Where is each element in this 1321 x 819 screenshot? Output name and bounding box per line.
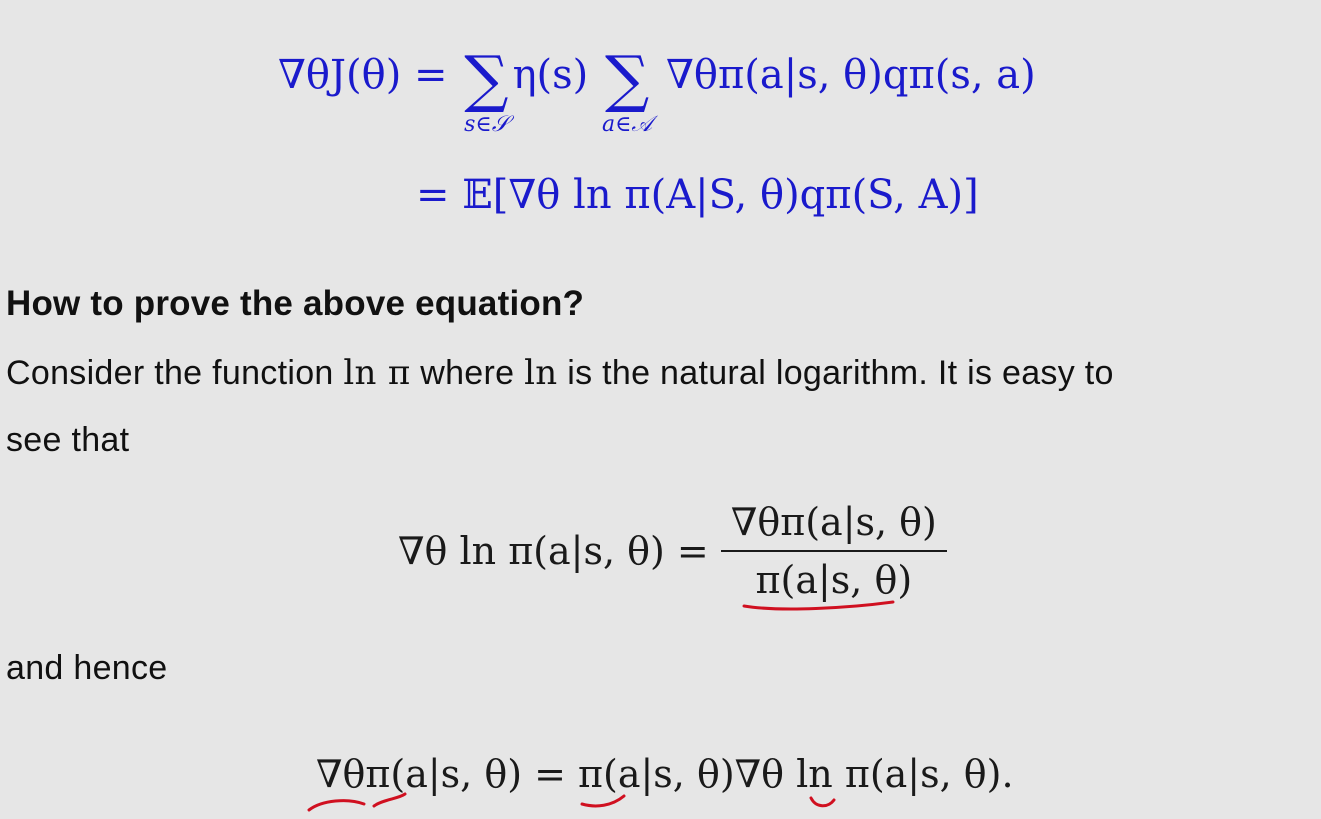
- log-derivative-equation: [398, 500, 947, 602]
- sum-symbol-actions: ∑: [604, 42, 650, 115]
- sum-symbol-states: ∑: [464, 42, 509, 115]
- fraction-denominator: π(a|s, θ): [755, 558, 913, 602]
- paragraph-text-1: Consider the function: [6, 354, 334, 392]
- gradient-rhs: ∇θπ(a|s, θ)qπ(s, a): [665, 52, 1036, 98]
- gradient-equation-line-1: [278, 42, 1036, 137]
- sum-over-actions: [602, 42, 653, 137]
- sum-limit-actions: a∈𝒜: [602, 112, 653, 137]
- log-derivative-fraction: [721, 500, 947, 602]
- underline-pi-rhs: [582, 796, 624, 806]
- ln-pi-math: ln π: [343, 353, 411, 393]
- and-hence-text: and hence: [6, 649, 168, 687]
- ln-math: ln: [524, 353, 558, 393]
- paragraph-line-2: see that: [6, 421, 130, 459]
- paragraph-line-1: [6, 340, 1321, 407]
- explanation-paragraph: [6, 340, 1321, 474]
- gradient-identity-equation: ∇θπ(a|s, θ) = π(a|s, θ)∇θ ln π(a|s, θ).: [316, 752, 1014, 796]
- section-heading: How to prove the above equation?: [6, 284, 585, 323]
- fraction-numerator: ∇θπ(a|s, θ): [721, 500, 947, 552]
- underline-nabla-theta: [309, 801, 364, 810]
- state-distribution: η(s): [512, 52, 589, 98]
- gradient-equation-line-2: = 𝔼[∇θ ln π(A|S, θ)qπ(S, A)]: [416, 172, 979, 218]
- paragraph-text-3: is the natural logarithm. It is easy to: [567, 354, 1114, 392]
- sum-over-states: [464, 42, 509, 137]
- sum-limit-states: s∈𝒮: [464, 112, 509, 137]
- underline-denominator: [744, 602, 893, 609]
- log-derivative-lhs: ∇θ ln π(a|s, θ) =: [398, 529, 709, 573]
- gradient-lhs: ∇θJ(θ) =: [278, 52, 448, 98]
- underline-ln: [811, 798, 834, 806]
- paragraph-text-2: where: [420, 354, 515, 392]
